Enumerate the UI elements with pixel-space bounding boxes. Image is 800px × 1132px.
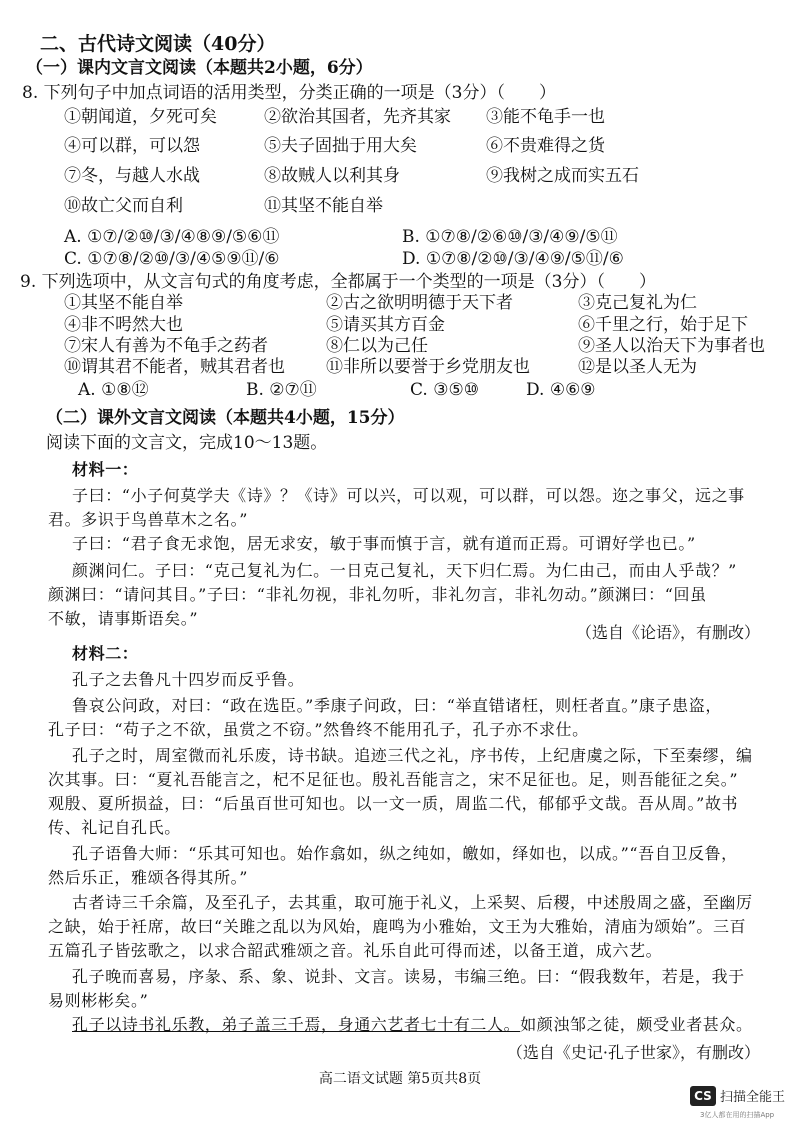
q8-item: ⑪其坚不能自举: [264, 196, 383, 216]
q8-item: ⑧故贼人以利其身: [264, 166, 400, 186]
q9-item: ⑤请买其方百金: [326, 315, 445, 335]
material2-source: （选自《史记·孔子世家》，有删改）: [506, 1043, 760, 1062]
material2-line: 之缺，始于衽席，故曰“关雎之乱以为风始，鹿鸣为小雅始，文王为大雅始，清庙为颂始”。三百: [48, 917, 747, 936]
q8-item: ⑦冬，与越人水战: [64, 166, 200, 186]
q8-row-1: [64, 107, 605, 127]
q8-item: ⑨我树之成而实五石: [486, 166, 639, 186]
material2-line: 古者诗三千余篇，及至孔子，去其重，取可施于礼义，上采契、后稷，中述殷周之盛，至幽厉: [72, 893, 753, 912]
part1-title: （一）课内文言文阅读（本题共2小题，6分）: [26, 58, 373, 78]
q8-item: ④可以群，可以怨: [64, 136, 200, 156]
q8-row-3: [64, 166, 639, 186]
q8-stem: 8. 下列句子中加点词语的活用类型，分类正确的一项是（3分）（ ）: [22, 83, 556, 103]
q9-item: ①其坚不能自举: [64, 293, 183, 313]
q9-option-b: B. ②⑦⑪: [246, 380, 317, 400]
q9-option-d: D. ④⑥⑨: [526, 380, 596, 400]
material1-line: 子曰：“君子食无求饱，居无求安，敏于事而慎于言，就有道而正焉。可谓好学也已。”: [72, 534, 696, 553]
part2-intro: 阅读下面的文言文，完成10～13题。: [46, 433, 328, 453]
material1-source: （选自《论语》，有删改）: [575, 623, 760, 642]
material2-line: 传、礼记自孔氏。: [48, 818, 181, 837]
material2-heading: 材料二：: [72, 644, 139, 663]
q9-stem: 9. 下列选项中，从文言句式的角度考虑，全都属于一个类型的一项是（3分）（ ）: [20, 272, 656, 292]
q9-item: ⑦宋人有善为不龟手之药者: [64, 336, 268, 356]
material2-line: 孔子晚而喜易，序彖、系、象、说卦、文言。读易，韦编三绝。曰：“假我数年，若是，我于: [72, 967, 745, 986]
q9-row-3: [64, 336, 765, 356]
q9-row-1: [64, 293, 697, 313]
q9-item: ⑩谓其君不能者，贼其君者也: [64, 357, 285, 377]
camscanner-tagline: 3亿人都在用的扫描App: [700, 1111, 775, 1119]
q8-item: ⑤夫子固拙于用大矣: [264, 136, 417, 156]
material1-heading: 材料一：: [72, 460, 139, 479]
camscanner-logo: CS: [690, 1086, 716, 1106]
page-footer: 高二语文试题 第5页共8页: [318, 1071, 482, 1087]
q8-row-2: [64, 136, 605, 156]
q9-item: ⑪非所以要誉于乡党朋友也: [326, 357, 530, 377]
material2-line: 孔子之时，周室微而礼乐废，诗书缺。追迹三代之礼，序书传，上纪唐虞之际，下至秦缪，编: [72, 746, 753, 765]
q9-row-2: [64, 315, 748, 335]
q8-option-d: D. ①⑦⑧/②⑩/③/④⑨/⑤⑪/⑥: [402, 249, 624, 269]
material2-line: 如颜浊邹之徒，颇受业者甚众。: [520, 1015, 753, 1034]
material2-line: 易则彬彬矣。”: [48, 991, 149, 1010]
material2-line: 孔子之去鲁凡十四岁而反乎鲁。: [72, 670, 305, 689]
q8-item: ③能不龟手一也: [486, 107, 605, 127]
q9-item: ⑧仁以为己任: [326, 336, 428, 356]
q8-item: ⑩故亡父而自利: [64, 196, 183, 216]
material1-line: 颜渊问仁。子曰：“克己复礼为仁。一日克己复礼，天下归仁焉。为仁由己，而由人乎哉？”: [72, 561, 737, 580]
q8-item: ⑥不贵难得之货: [486, 136, 605, 156]
material2-line: 观殷、夏所损益，曰：“后虽百世可知也。以一文一质，周监二代，郁郁乎文哉。吾从周。”故书: [48, 794, 739, 813]
q9-option-a: A. ①⑧⑫: [78, 380, 149, 400]
q9-item: ②古之欲明明德于天下者: [326, 293, 513, 313]
material1-line: 不敏，请事斯语矣。”: [48, 609, 199, 628]
q8-option-b: B. ①⑦⑧/②⑥⑩/③/④⑨/⑤⑪: [402, 227, 618, 247]
q9-item: ⑨圣人以治天下为事者也: [578, 336, 765, 356]
underlined-sentence: [72, 1015, 753, 1035]
q8-option-c: C. ①⑦⑧/②⑩/③/④⑤⑨⑪/⑥: [64, 249, 280, 269]
camscanner-name: 扫描全能王: [720, 1090, 786, 1105]
q9-item: ③克己复礼为仁: [578, 293, 697, 313]
q8-item: ②欲治其国者，先齐其家: [264, 107, 451, 127]
q8-option-a: A. ①⑦/②⑩/③/④⑧⑨/⑤⑥⑪: [64, 227, 280, 247]
q9-option-c: C. ③⑤⑩: [410, 380, 479, 400]
material2-line: 次其事。曰：“夏礼吾能言之，杞不足征也。殷礼吾能言之，宋不足征也。足，则吾能征之矣。”: [48, 770, 739, 789]
material2-line: 鲁哀公问政，对曰：“政在选臣。”季康子问政，曰：“举直错诸枉，则枉者直。”康子患盗，: [72, 696, 722, 715]
q9-item: ⑫是以圣人无为: [578, 357, 697, 377]
q9-row-4: [64, 357, 697, 377]
q9-item: ⑥千里之行，始于足下: [578, 315, 748, 335]
material2-line: 然后乐正，雅颂各得其所。”: [48, 868, 248, 887]
material2-line: 孔子语鲁大师：“乐其可知也。始作翕如，纵之纯如，皦如，绎如也，以成。”“吾自卫反鲁，: [72, 844, 738, 863]
section-title: 二、古代诗文阅读（40分）: [40, 33, 276, 55]
q8-item: ①朝闻道，夕死可矣: [64, 107, 217, 127]
material2-line: 五篇孔子皆弦歌之，以求合韶武雅颂之音。礼乐自此可得而述，以备王道，成六艺。: [48, 941, 663, 960]
material1-line: 颜渊曰：“请问其目。”子曰：“非礼勿视，非礼勿听，非礼勿言，非礼勿动。”颜渊曰：“回虽: [48, 585, 707, 604]
material2-line: 孔子曰：“苟子之不欲，虽赏之不窃。”然鲁终不能用孔子，孔子亦不求仕。: [48, 720, 589, 739]
q8-row-4: [64, 196, 486, 216]
material1-line: 君。多识于鸟兽草木之名。”: [48, 510, 248, 529]
material1-line: 子曰：“小子何莫学夫《诗》？《诗》可以兴，可以观，可以群，可以怨。迩之事父，远之事: [72, 486, 745, 505]
material2-line: 孔子以诗书礼乐教，弟子盖三千焉，身通六艺者七十有二人。: [72, 1015, 521, 1034]
part2-title: （二）课外文言文阅读（本题共4小题，15分）: [46, 408, 405, 428]
q9-item: ④非不呺然大也: [64, 315, 183, 335]
